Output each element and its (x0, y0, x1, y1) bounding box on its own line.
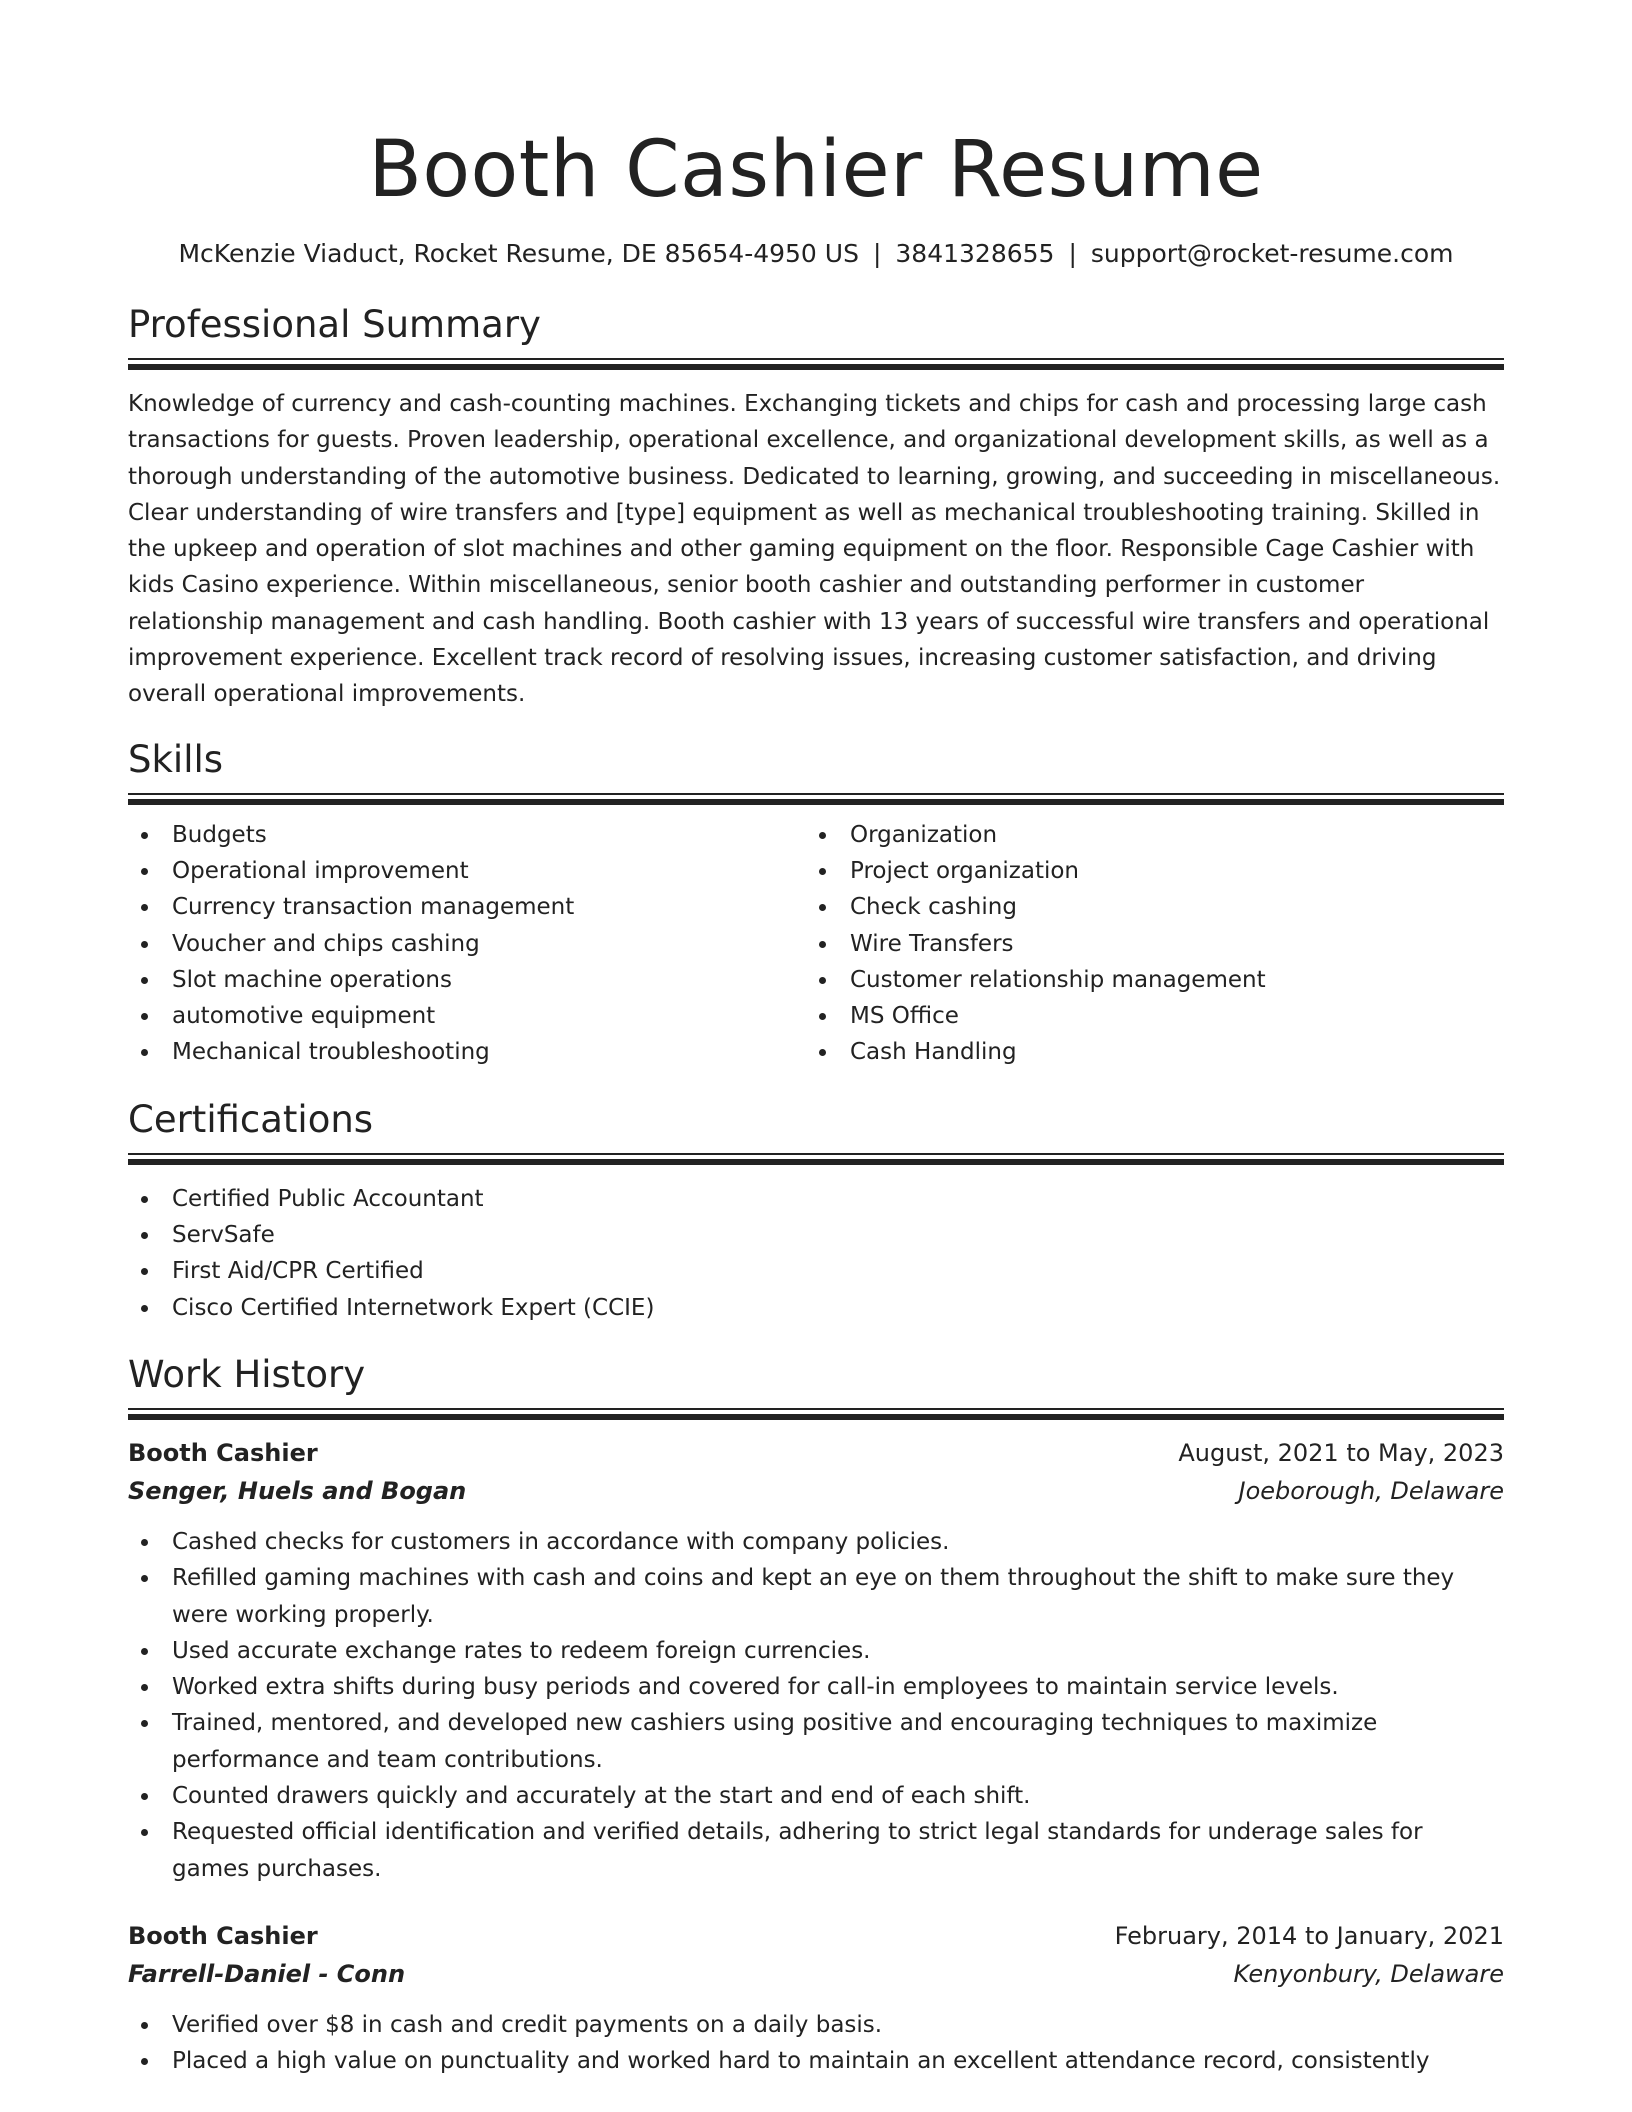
certification-item: Cisco Certified Internetwork Expert (CCIE) (128, 1290, 1504, 1326)
job-dates: August, 2021 to May, 2023 (1178, 1438, 1504, 1467)
section-divider (128, 1408, 1504, 1420)
section-divider (128, 793, 1504, 805)
summary-section (128, 300, 1504, 713)
contact-email: support@rocket-resume.com (1090, 239, 1454, 268)
job-company: Farrell-Daniel - Conn (128, 1959, 406, 1988)
skills-section (128, 735, 1504, 1071)
contact-address: McKenzie Viaduct, Rocket Resume, DE 85654-4950 US (178, 239, 859, 268)
skill-item: Slot machine operations (128, 962, 806, 998)
skill-item: Project organization (806, 853, 1484, 889)
skill-item: Budgets (128, 817, 806, 853)
job-duty: Trained, mentored, and developed new cashiers using positive and encouraging techniques to maximize performance and team contributions. (128, 1705, 1504, 1778)
contact-separator: | (1068, 239, 1077, 268)
resume-page (128, 0, 1504, 2080)
skills-heading: Skills (128, 737, 224, 781)
job-title: Booth Cashier (128, 1921, 318, 1950)
job-duty: Refilled gaming machines with cash and coins and kept an eye on them throughout the shift to make sure they were working properly. (128, 1560, 1504, 1633)
certification-item: Certified Public Accountant (128, 1181, 1504, 1217)
skill-item: Cash Handling (806, 1034, 1484, 1070)
work-history-heading: Work History (128, 1352, 366, 1396)
section-divider (128, 1153, 1504, 1165)
skill-item: MS Office (806, 998, 1484, 1034)
job-duties-list (128, 2007, 1504, 2080)
job-duty: Verified over $8 in cash and credit payments on a daily basis. (128, 2007, 1504, 2043)
skill-item: automotive equipment (128, 998, 806, 1034)
job-duty: Cashed checks for customers in accordance with company policies. (128, 1524, 1504, 1560)
certification-item: First Aid/CPR Certified (128, 1253, 1504, 1289)
skill-item: Operational improvement (128, 853, 806, 889)
summary-heading: Professional Summary (128, 303, 541, 346)
skills-grid (128, 817, 1504, 1071)
job-company: Senger, Huels and Bogan (128, 1476, 467, 1505)
job-duty: Counted drawers quickly and accurately at the start and end of each shift. (128, 1778, 1504, 1814)
contact-line (128, 236, 1504, 272)
job-duty: Used accurate exchange rates to redeem foreign currencies. (128, 1633, 1504, 1669)
certifications-section (128, 1095, 1504, 1326)
contact-phone: 3841328655 (895, 239, 1055, 268)
job-entry (128, 1917, 1504, 2080)
certifications-heading: Certifications (128, 1097, 374, 1141)
skill-item: Currency transaction management (128, 889, 806, 925)
resume-title: Booth Cashier Resume (368, 125, 1264, 215)
contact-separator: | (872, 239, 882, 268)
skills-list-left (128, 817, 806, 1071)
summary-text: Knowledge of currency and cash-counting machines. Exchanging tickets and chips for cash and processing large cash transactions for guests. Proven leadership, operational excellence, and organizational development skills, as well as a thorough understanding of the automotive business. Dedicated to learning, growing, and succeeding in miscellaneous. Clear understanding of wire transfers and [type] equipment as well as mechanical troubleshooting training. Skilled in the upkeep and operation of slot machines and other gaming equipment on the floor. Responsible Cage Cashier with kids Casino experience. Within miscellaneous, senior booth cashier and outstanding performer in customer relationship management and cash handling. Booth cashier with 13 years of successful wire transfers and operational improvement experience. Excellent track record of resolving issues, increasing customer satisfaction, and driving overall operational improvements. (128, 391, 1501, 708)
job-entry (128, 1434, 1504, 1887)
section-divider (128, 358, 1504, 370)
skills-list-right (806, 817, 1484, 1071)
job-dates: February, 2014 to January, 2021 (1114, 1921, 1504, 1950)
job-duty: Requested official identification and verified details, adhering to strict legal standards for underage sales for games purchases. (128, 1814, 1504, 1887)
job-duty: Worked extra shifts during busy periods and covered for call-in employees to maintain service levels. (128, 1669, 1504, 1705)
work-history-section (128, 1350, 1504, 2080)
job-duty: Placed a high value on punctuality and worked hard to maintain an excellent attendance record, consistently (128, 2043, 1504, 2079)
job-duties-list (128, 1524, 1504, 1887)
job-location: Kenyonbury, Delaware (1233, 1959, 1504, 1988)
skill-item: Customer relationship management (806, 962, 1484, 998)
certification-item: ServSafe (128, 1217, 1504, 1253)
skill-item: Voucher and chips cashing (128, 926, 806, 962)
skill-item: Organization (806, 817, 1484, 853)
skill-item: Wire Transfers (806, 926, 1484, 962)
job-title: Booth Cashier (128, 1438, 318, 1467)
job-location: Joeborough, Delaware (1238, 1476, 1504, 1505)
skill-item: Mechanical troubleshooting (128, 1034, 806, 1070)
certifications-list (128, 1181, 1504, 1326)
skill-item: Check cashing (806, 889, 1484, 925)
